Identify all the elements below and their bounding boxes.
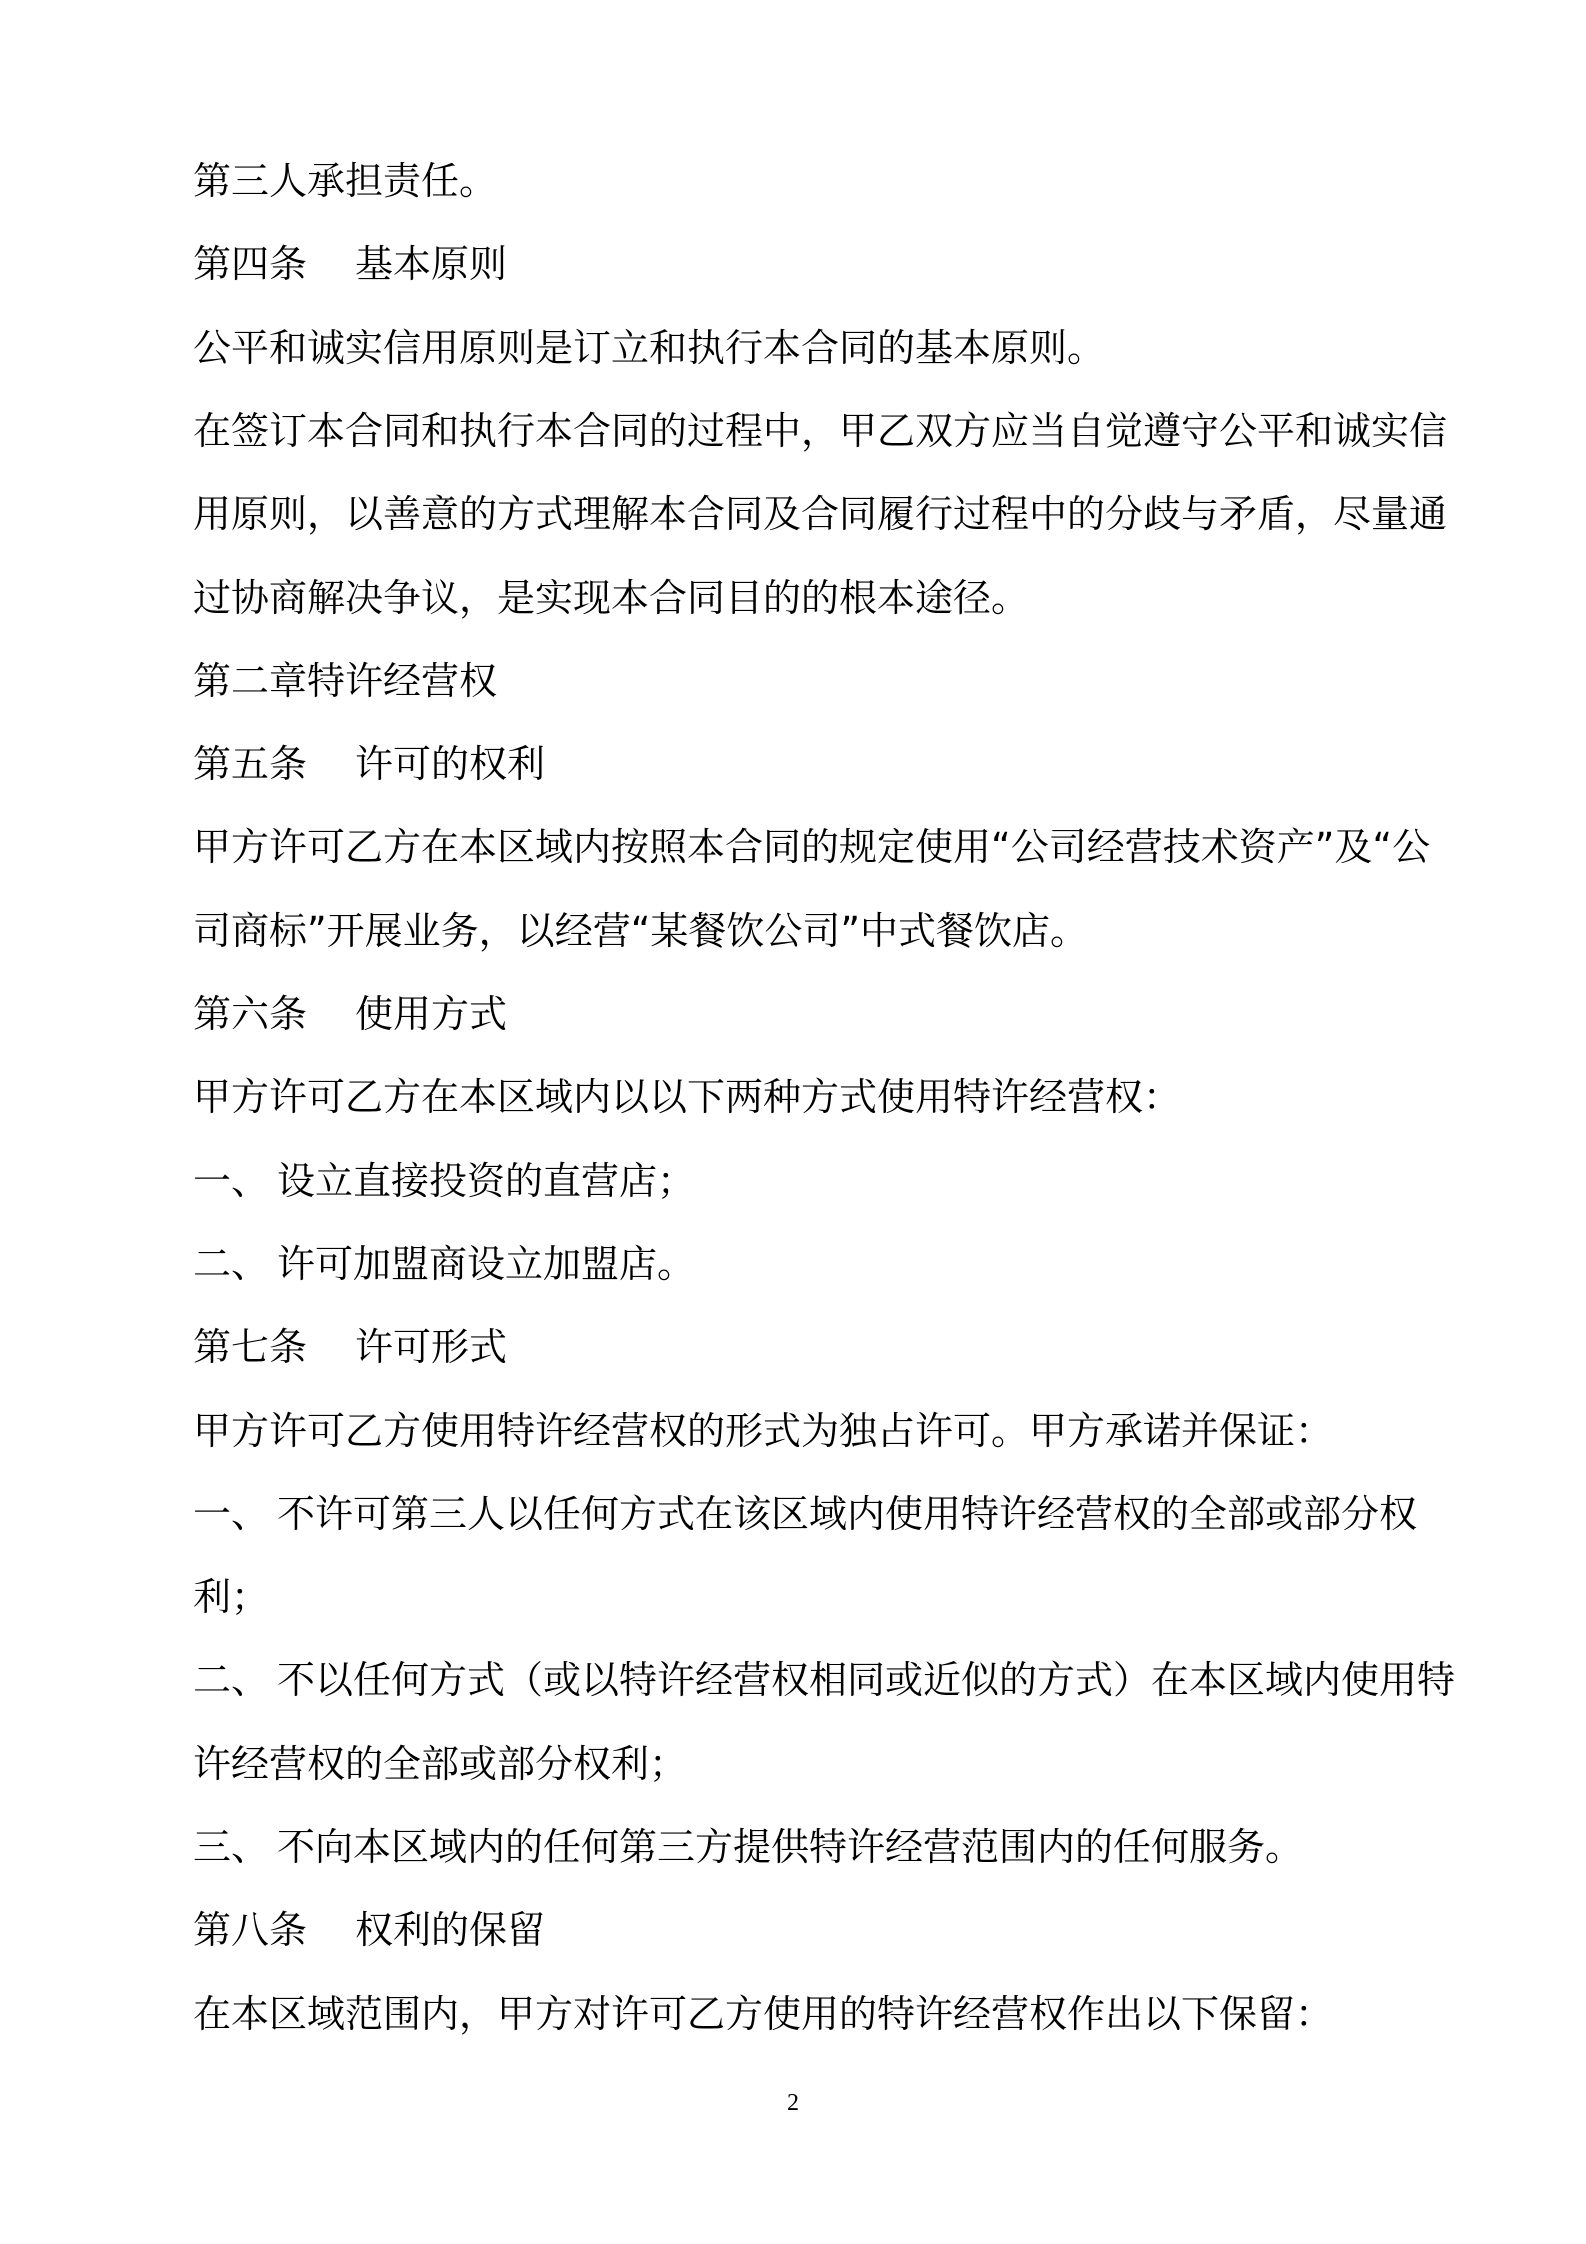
list-item (193, 1241, 1453, 1286)
article-title: 基本原则 (355, 242, 508, 287)
list-number: 一、 (193, 1491, 270, 1536)
paragraph-line: 甲方许可乙方在本区域内以以下两种方式使用特许经营权： (193, 1075, 1182, 1120)
article-heading (193, 242, 1453, 287)
paragraph-line: 在本区域范围内，甲方对许可乙方使用的特许经营权作出以下保留： (193, 1991, 1334, 2036)
paragraph-line: 过协商解决争议，是实现本合同目的的根本途径。 (193, 575, 1030, 620)
article-number: 第七条 (193, 1325, 308, 1370)
paragraph-line: 第二章特许经营权 (193, 658, 498, 703)
list-item (193, 1658, 1456, 1703)
list-item (193, 1825, 1453, 1869)
article-heading (193, 742, 1453, 787)
article-title: 许可形式 (355, 1325, 508, 1370)
list-number: 二、 (193, 1241, 270, 1286)
paragraph-line: 司商标”开展业务，以经营“某餐饮公司”中式餐饮店。 (193, 908, 1089, 953)
list-text: 设立直接投资的直营店； (277, 1158, 696, 1203)
paragraph-line: 甲方许可乙方使用特许经营权的形式为独占许可。甲方承诺并保证： (193, 1408, 1334, 1453)
article-heading (193, 1325, 1453, 1370)
list-item (193, 1158, 1453, 1203)
article-number: 第八条 (193, 1908, 308, 1953)
paragraph-line: 在签订本合同和执行本合同的过程中，甲乙双方应当自觉遵守公平和诚实信 (193, 408, 1448, 453)
paragraph-line: 用原则，以善意的方式理解本合同及合同履行过程中的分歧与矛盾，尽量通 (193, 492, 1448, 537)
article-heading (193, 992, 1453, 1036)
list-number: 一、 (193, 1158, 270, 1203)
list-number: 二、 (193, 1658, 270, 1703)
article-heading (193, 1908, 1453, 1953)
list-text: 不以任何方式（或以特许经营权相同或近似的方式）在本区域内使用特 (277, 1658, 1456, 1703)
article-number: 第六条 (193, 992, 308, 1036)
paragraph-line: 公平和诚实信用原则是订立和执行本合同的基本原则。 (193, 325, 1106, 370)
list-text: 许可加盟商设立加盟店。 (277, 1241, 696, 1286)
article-title: 使用方式 (355, 992, 508, 1036)
page-number: 2 (787, 2090, 799, 2116)
paragraph-line: 第三人承担责任。 (193, 159, 498, 203)
list-number: 三、 (193, 1825, 270, 1869)
list-text: 不向本区域内的任何第三方提供特许经营范围内的任何服务。 (277, 1825, 1304, 1869)
article-title: 许可的权利 (355, 742, 546, 787)
article-number: 第四条 (193, 242, 308, 287)
list-text: 不许可第三人以任何方式在该区域内使用特许经营权的全部或部分权 (277, 1491, 1418, 1536)
paragraph-line: 许经营权的全部或部分权利； (193, 1741, 688, 1786)
article-number: 第五条 (193, 742, 308, 787)
list-item (193, 1491, 1453, 1536)
paragraph-line: 利； (193, 1575, 270, 1620)
paragraph-line: 甲方许可乙方在本区域内按照本合同的规定使用“公司经营技术资产”及“公 (193, 825, 1431, 870)
article-title: 权利的保留 (355, 1908, 546, 1953)
